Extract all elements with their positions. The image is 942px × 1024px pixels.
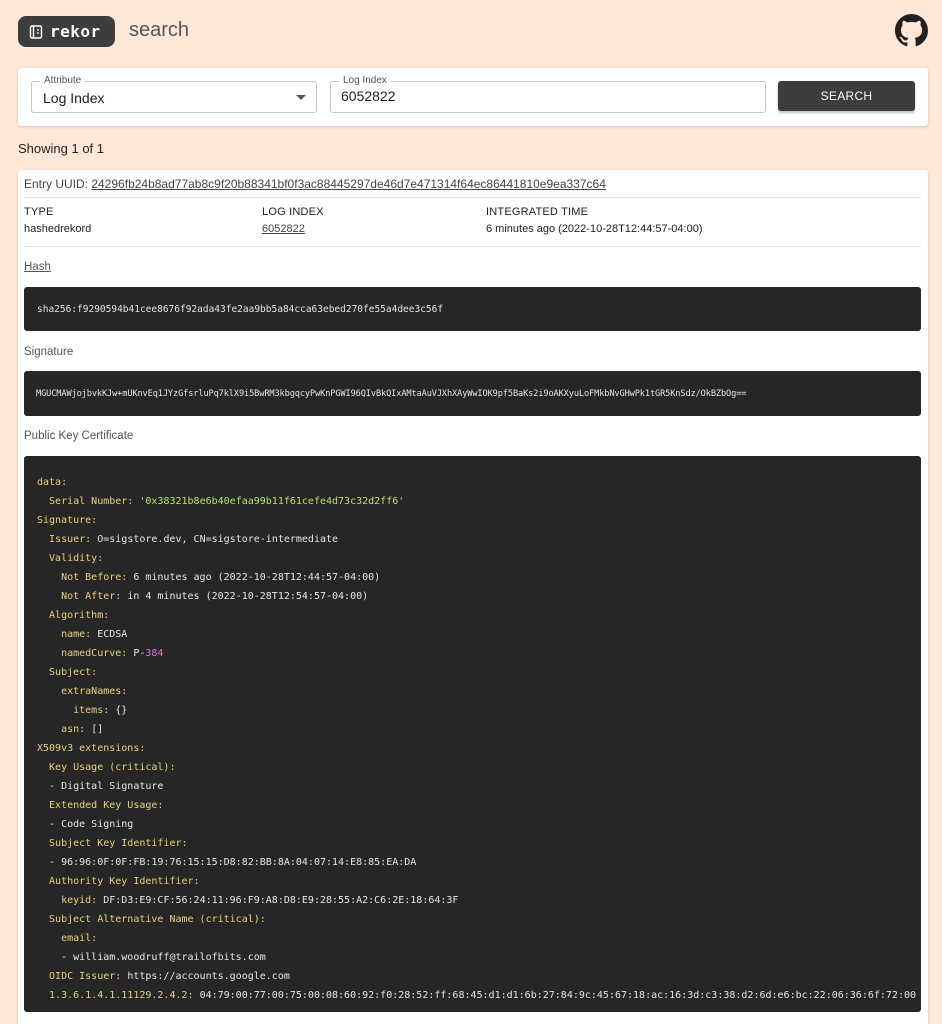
certificate-line [37, 758, 908, 777]
certificate-token: Signature: [37, 515, 98, 526]
certificate-line [37, 891, 908, 910]
certificate-token: [] [91, 724, 104, 735]
certificate-token: Not Before: [37, 572, 134, 583]
entry-uuid-label: Entry UUID: [24, 177, 89, 191]
type-header: TYPE [24, 206, 54, 218]
certificate-token: P- [133, 648, 146, 659]
certificate-token: Extended Key Usage: [37, 800, 164, 811]
integrated-time-column [486, 206, 702, 235]
certificate-token: data: [37, 477, 68, 488]
certificate-line [37, 606, 908, 625]
certificate-line [37, 663, 908, 682]
log-index-input[interactable] [341, 88, 741, 104]
certificate-line [37, 910, 908, 929]
certificate-token: items: [37, 705, 116, 716]
certificate-line [37, 948, 908, 967]
attribute-legend: Attribute [40, 75, 85, 87]
entry-uuid-link[interactable]: 24296fb24b8ad77ab8c9f20b88341bf0f3ac88445297de46d7e471314f64ec86441810e9ea337c64 [91, 177, 606, 191]
results-count: Showing 1 of 1 [18, 141, 105, 156]
certificate-token: namedCurve: [37, 648, 134, 659]
logo-text: rekor [50, 22, 101, 41]
certificate-line [37, 872, 908, 891]
github-icon[interactable] [895, 14, 928, 47]
certificate-line [37, 568, 908, 587]
certificate-token: Issuer: [37, 534, 98, 545]
log-index-header: LOG INDEX [262, 206, 324, 218]
certificate-line [37, 473, 908, 492]
certificate-label: Public Key Certificate [24, 430, 134, 442]
certificate-token: - Digital Signature [37, 781, 164, 792]
search-button[interactable]: SEARCH [778, 81, 915, 111]
certificate-line [37, 625, 908, 644]
certificate-token: 1.3.6.1.4.1.11129.2.4.2: [37, 990, 200, 1001]
book-icon [28, 24, 44, 40]
certificate-line [37, 587, 908, 606]
certificate-line [37, 720, 908, 739]
app-header [0, 0, 942, 64]
certificate-token: '0x38321b8e6b40efaa99b11f61cefe4d73c32d2ff6' [139, 496, 405, 507]
certificate-token: asn: [37, 724, 92, 735]
chevron-down-icon[interactable] [296, 95, 306, 100]
certificate-line [37, 644, 908, 663]
certificate-token: email: [37, 933, 98, 944]
certificate-token: 6 minutes ago (2022-10-28T12:44:57-04:00) [133, 572, 381, 583]
certificate-line [37, 492, 908, 511]
certificate-token: 384 [145, 648, 164, 659]
certificate-line [37, 986, 917, 1005]
rekor-logo[interactable] [18, 16, 115, 47]
certificate-line [37, 929, 908, 948]
integrated-time-value: 6 minutes ago (2022-10-28T12:44:57-04:00) [486, 223, 703, 235]
certificate-token: OIDC Issuer: [37, 971, 128, 982]
certificate-token: keyid: [37, 895, 104, 906]
certificate-token: in 4 minutes (2022-10-28T12:54:57-04:00) [127, 591, 369, 602]
certificate-token: Authority Key Identifier: [37, 876, 200, 887]
certificate-line [37, 682, 908, 701]
log-index-legend: Log Index [339, 75, 391, 87]
certificate-token: O=sigstore.dev, CN=sigstore-intermediate [97, 534, 339, 545]
certificate-token: Algorithm: [37, 610, 110, 621]
certificate-token: https://accounts.google.com [127, 971, 290, 982]
signature-code-box: MGUCMAWjojbvkKJw+mUKnvEq1JYzGfsrluPq7klX9i5BwRM3kbgqcyPwKnPGWI96QIvBkQIxAMtaAuVJXhXAyWwIOK9pf5BaKs2i9oAKXyuLoFMkbNvGHwPk1tGR5KnSdz/OkBZbOg== [24, 371, 921, 416]
certificate-line [37, 815, 908, 834]
hash-code-box: sha256:f9290594b41cee8676f92ada43fe2aa9bb5a84cca63ebed270fe55a4dee3c56f [24, 287, 921, 331]
certificate-line [37, 967, 908, 986]
certificate-token: Serial Number: [37, 496, 140, 507]
certificate-line [37, 796, 908, 815]
certificate-line [37, 777, 908, 796]
log-index-column [262, 206, 324, 235]
certificate-line [37, 701, 908, 720]
certificate-line [37, 511, 908, 530]
hash-label[interactable]: Hash [24, 261, 51, 273]
certificate-token: - Code Signing [37, 819, 134, 830]
attribute-select[interactable] [31, 75, 317, 113]
log-index-field[interactable] [330, 75, 766, 113]
type-value: hashedrekord [24, 223, 92, 235]
app-subtitle: search [129, 19, 190, 41]
certificate-token: Not After: [37, 591, 128, 602]
certificate-token: DF:D3:E9:CF:56:24:11:96:F9:A8:D8:E9:28:55:A2:C6:2E:18:64:3F [103, 895, 459, 906]
certificate-token: name: [37, 629, 98, 640]
certificate-token: 04:79:00:77:00:75:00:08:60:92:f0:28:52:ff:68:45:d1:d1:6b:27:84:9c:45:67:18:ac:16:3d:c3:38:d2:6d:e6:bc:22:06:36:6f:72:00 [199, 990, 917, 1001]
certificate-token: Key Usage (critical): [37, 762, 176, 773]
attribute-value: Log Index [43, 90, 105, 106]
certificate-line [37, 853, 908, 872]
certificate-token: Subject Key Identifier: [37, 838, 188, 849]
entry-uuid-row [24, 177, 606, 191]
signature-label: Signature [24, 346, 74, 358]
certificate-token: Subject: [37, 667, 98, 678]
certificate-token: ECDSA [97, 629, 128, 640]
certificate-code-box [24, 456, 921, 1012]
certificate-line [37, 739, 908, 758]
certificate-token: extraNames: [37, 686, 128, 697]
search-form [18, 68, 928, 126]
certificate-token: - 96:96:0F:0F:FB:19:76:15:15:D8:82:BB:8A:04:07:14:E8:85:EA:DA [37, 857, 417, 868]
divider [24, 197, 921, 198]
log-index-link[interactable]: 6052822 [262, 223, 305, 235]
divider [24, 246, 921, 247]
certificate-token: {} [115, 705, 128, 716]
type-column [24, 206, 91, 235]
certificate-line [37, 530, 908, 549]
certificate-token: Subject Alternative Name (critical): [37, 914, 266, 925]
integrated-time-header: INTEGRATED TIME [486, 206, 589, 218]
certificate-token: Validity: [37, 553, 104, 564]
certificate-token: X509v3 extensions: [37, 743, 146, 754]
certificate-line [37, 834, 908, 853]
certificate-token: - william.woodruff@trailofbits.com [37, 952, 266, 963]
certificate-line [37, 549, 908, 568]
entry-card [18, 170, 928, 1024]
